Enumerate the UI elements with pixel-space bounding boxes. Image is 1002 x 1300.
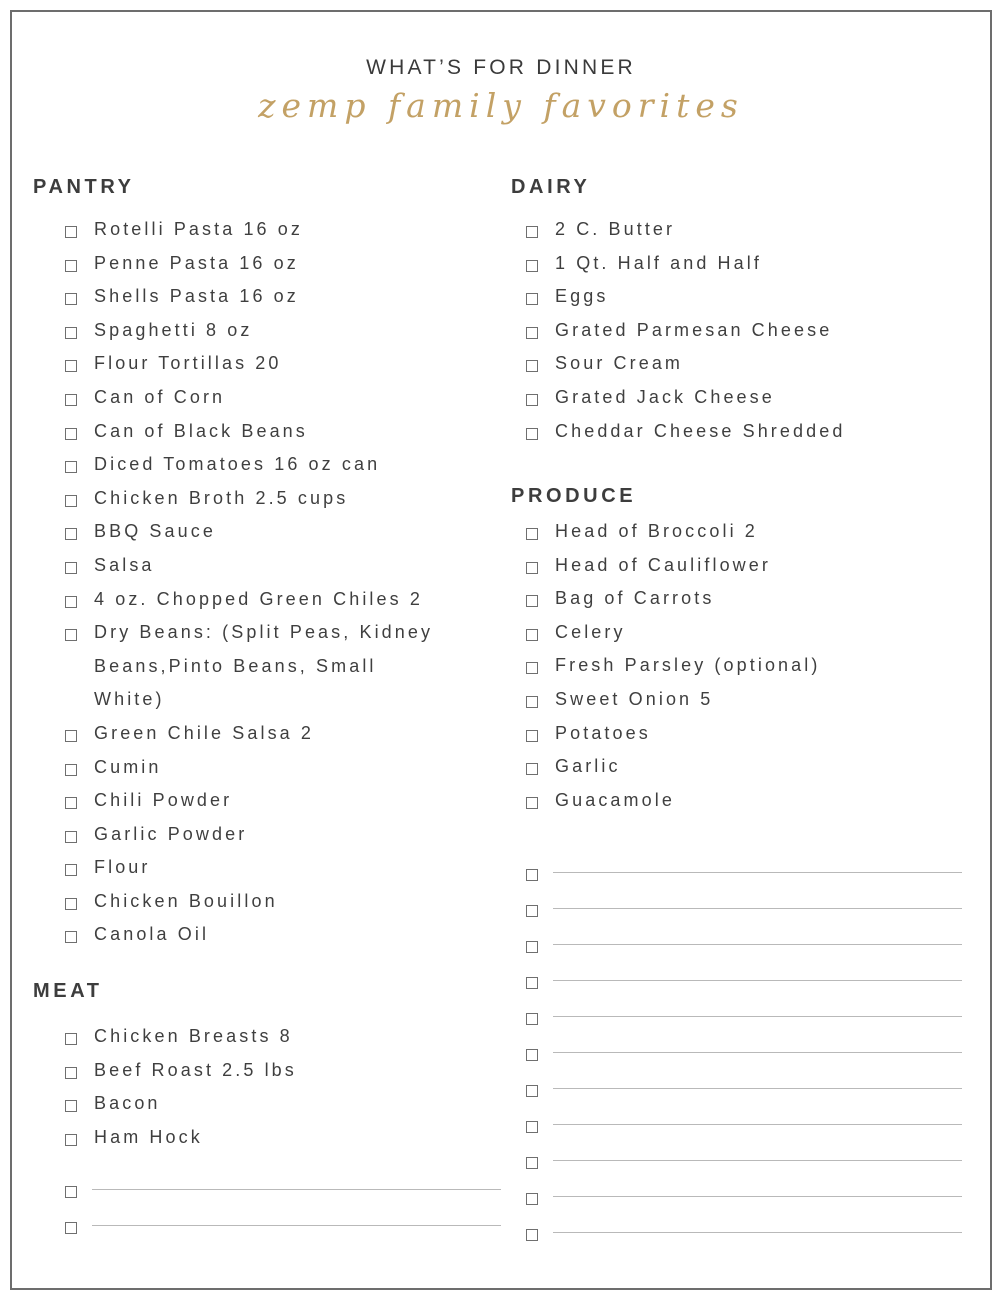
checkbox[interactable] xyxy=(526,595,538,607)
list-item: Salsa xyxy=(65,556,485,590)
checkbox[interactable] xyxy=(65,562,77,574)
checkbox[interactable] xyxy=(65,360,77,372)
list-item: Spaghetti 8 oz xyxy=(65,321,485,355)
produce-heading: PRODUCE xyxy=(511,485,637,507)
write-in-line[interactable] xyxy=(553,1016,962,1017)
blank-entry xyxy=(526,929,962,965)
list-item: Canola Oil xyxy=(65,925,485,959)
write-in-line[interactable] xyxy=(92,1189,501,1190)
write-in-line[interactable] xyxy=(553,1232,962,1233)
page-title: WHAT’S FOR DINNER xyxy=(366,56,636,79)
checkbox[interactable] xyxy=(65,596,77,608)
list-item: Chicken Broth 2.5 cups xyxy=(65,489,485,523)
checkbox[interactable] xyxy=(526,327,538,339)
list-item: Penne Pasta 16 oz xyxy=(65,254,485,288)
list-item: Green Chile Salsa 2 xyxy=(65,724,485,758)
write-in-line[interactable] xyxy=(553,944,962,945)
checkbox[interactable] xyxy=(65,730,77,742)
checkbox[interactable] xyxy=(526,1229,538,1241)
pantry-heading: PANTRY xyxy=(33,176,135,198)
meat-blank-lines xyxy=(65,1174,501,1246)
write-in-line[interactable] xyxy=(92,1225,501,1226)
list-item: Grated Jack Cheese xyxy=(526,388,966,422)
checkbox[interactable] xyxy=(65,864,77,876)
checkbox[interactable] xyxy=(65,293,77,305)
checkbox[interactable] xyxy=(65,831,77,843)
list-item: Bag of Carrots xyxy=(526,589,966,623)
checkbox[interactable] xyxy=(65,797,77,809)
checkbox[interactable] xyxy=(65,629,77,641)
list-item: Sour Cream xyxy=(526,354,966,388)
list-item: Celery xyxy=(526,623,966,657)
write-in-line[interactable] xyxy=(553,1088,962,1089)
checkbox[interactable] xyxy=(65,428,77,440)
write-in-line[interactable] xyxy=(553,1160,962,1161)
list-item: Can of Corn xyxy=(65,388,485,422)
blank-entry xyxy=(526,857,962,893)
meat-heading: MEAT xyxy=(33,980,103,1002)
list-item: Cumin xyxy=(65,758,485,792)
list-item: Ham Hock xyxy=(65,1128,485,1162)
checkbox[interactable] xyxy=(65,394,77,406)
page-subtitle: zemp family favorites xyxy=(258,86,744,125)
write-in-line[interactable] xyxy=(553,980,962,981)
blank-entry xyxy=(526,965,962,1001)
checkbox[interactable] xyxy=(526,763,538,775)
list-item: Flour Tortillas 20 xyxy=(65,354,485,388)
checkbox[interactable] xyxy=(526,260,538,272)
checkbox[interactable] xyxy=(526,941,538,953)
checkbox[interactable] xyxy=(526,629,538,641)
list-item: Shells Pasta 16 oz xyxy=(65,287,485,321)
list-item: Chicken Bouillon xyxy=(65,892,485,926)
list-item: Eggs xyxy=(526,287,966,321)
checkbox[interactable] xyxy=(526,730,538,742)
blank-entry xyxy=(65,1174,501,1210)
checkbox[interactable] xyxy=(65,495,77,507)
list-item: Head of Cauliflower xyxy=(526,556,966,590)
list-item: Cheddar Cheese Shredded xyxy=(526,422,966,456)
write-in-line[interactable] xyxy=(553,1196,962,1197)
checkbox[interactable] xyxy=(65,1033,77,1045)
blank-entry xyxy=(526,1073,962,1109)
checkbox[interactable] xyxy=(526,905,538,917)
list-item: Fresh Parsley (optional) xyxy=(526,656,966,690)
produce-list xyxy=(526,522,966,824)
checkbox[interactable] xyxy=(65,1222,77,1234)
checkbox[interactable] xyxy=(526,1085,538,1097)
list-item: 2 C. Butter xyxy=(526,220,966,254)
checkbox[interactable] xyxy=(526,528,538,540)
list-item: Flour xyxy=(65,858,485,892)
list-item: Grated Parmesan Cheese xyxy=(526,321,966,355)
checkbox[interactable] xyxy=(65,1067,77,1079)
checkbox[interactable] xyxy=(526,226,538,238)
list-item: Diced Tomatoes 16 oz can xyxy=(65,455,485,489)
checkbox[interactable] xyxy=(526,1049,538,1061)
list-item: Sweet Onion 5 xyxy=(526,690,966,724)
checkbox[interactable] xyxy=(65,764,77,776)
list-item: Chicken Breasts 8 xyxy=(65,1027,485,1061)
list-item: 4 oz. Chopped Green Chiles 2 xyxy=(65,590,485,624)
checkbox[interactable] xyxy=(526,797,538,809)
blank-entry xyxy=(526,893,962,929)
checkbox[interactable] xyxy=(65,1134,77,1146)
checkbox[interactable] xyxy=(65,226,77,238)
dairy-heading: DAIRY xyxy=(511,176,591,198)
checkbox[interactable] xyxy=(526,293,538,305)
blank-entry xyxy=(526,1217,962,1253)
pantry-list xyxy=(65,220,485,959)
write-in-line[interactable] xyxy=(553,1124,962,1125)
list-item: Garlic xyxy=(526,757,966,791)
meat-list xyxy=(65,1027,485,1161)
blank-entry xyxy=(65,1210,501,1246)
checkbox[interactable] xyxy=(526,869,538,881)
list-item: Beef Roast 2.5 lbs xyxy=(65,1061,485,1095)
write-in-line[interactable] xyxy=(553,1052,962,1053)
checkbox[interactable] xyxy=(526,1013,538,1025)
checkbox[interactable] xyxy=(526,1193,538,1205)
checkbox[interactable] xyxy=(65,1186,77,1198)
list-item: Can of Black Beans xyxy=(65,422,485,456)
blank-entry xyxy=(526,1145,962,1181)
checkbox[interactable] xyxy=(65,1100,77,1112)
checkbox[interactable] xyxy=(526,562,538,574)
blank-entry xyxy=(526,1001,962,1037)
checkbox[interactable] xyxy=(65,260,77,272)
list-item: Head of Broccoli 2 xyxy=(526,522,966,556)
list-item: Dry Beans: (Split Peas, Kidney Beans,Pinto Beans, Small White) xyxy=(65,623,485,724)
checkbox[interactable] xyxy=(526,1157,538,1169)
list-item: BBQ Sauce xyxy=(65,522,485,556)
checkbox[interactable] xyxy=(526,394,538,406)
blank-entry xyxy=(526,1181,962,1217)
checkbox[interactable] xyxy=(526,360,538,372)
list-item: Guacamole xyxy=(526,791,966,825)
checkbox[interactable] xyxy=(526,428,538,440)
write-in-line[interactable] xyxy=(553,872,962,873)
blank-entry xyxy=(526,1109,962,1145)
list-item: 1 Qt. Half and Half xyxy=(526,254,966,288)
list-item: Chili Powder xyxy=(65,791,485,825)
list-item: Bacon xyxy=(65,1094,485,1128)
write-in-line[interactable] xyxy=(553,908,962,909)
list-item: Potatoes xyxy=(526,724,966,758)
checkbox[interactable] xyxy=(65,528,77,540)
list-item: Garlic Powder xyxy=(65,825,485,859)
checkbox[interactable] xyxy=(526,696,538,708)
checkbox[interactable] xyxy=(526,977,538,989)
produce-blank-lines xyxy=(526,857,962,1253)
list-item: Rotelli Pasta 16 oz xyxy=(65,220,485,254)
checkbox[interactable] xyxy=(526,1121,538,1133)
checkbox[interactable] xyxy=(65,931,77,943)
checkbox[interactable] xyxy=(526,662,538,674)
blank-entry xyxy=(526,1037,962,1073)
checkbox[interactable] xyxy=(65,327,77,339)
checkbox[interactable] xyxy=(65,898,77,910)
checkbox[interactable] xyxy=(65,461,77,473)
dairy-list xyxy=(526,220,966,455)
